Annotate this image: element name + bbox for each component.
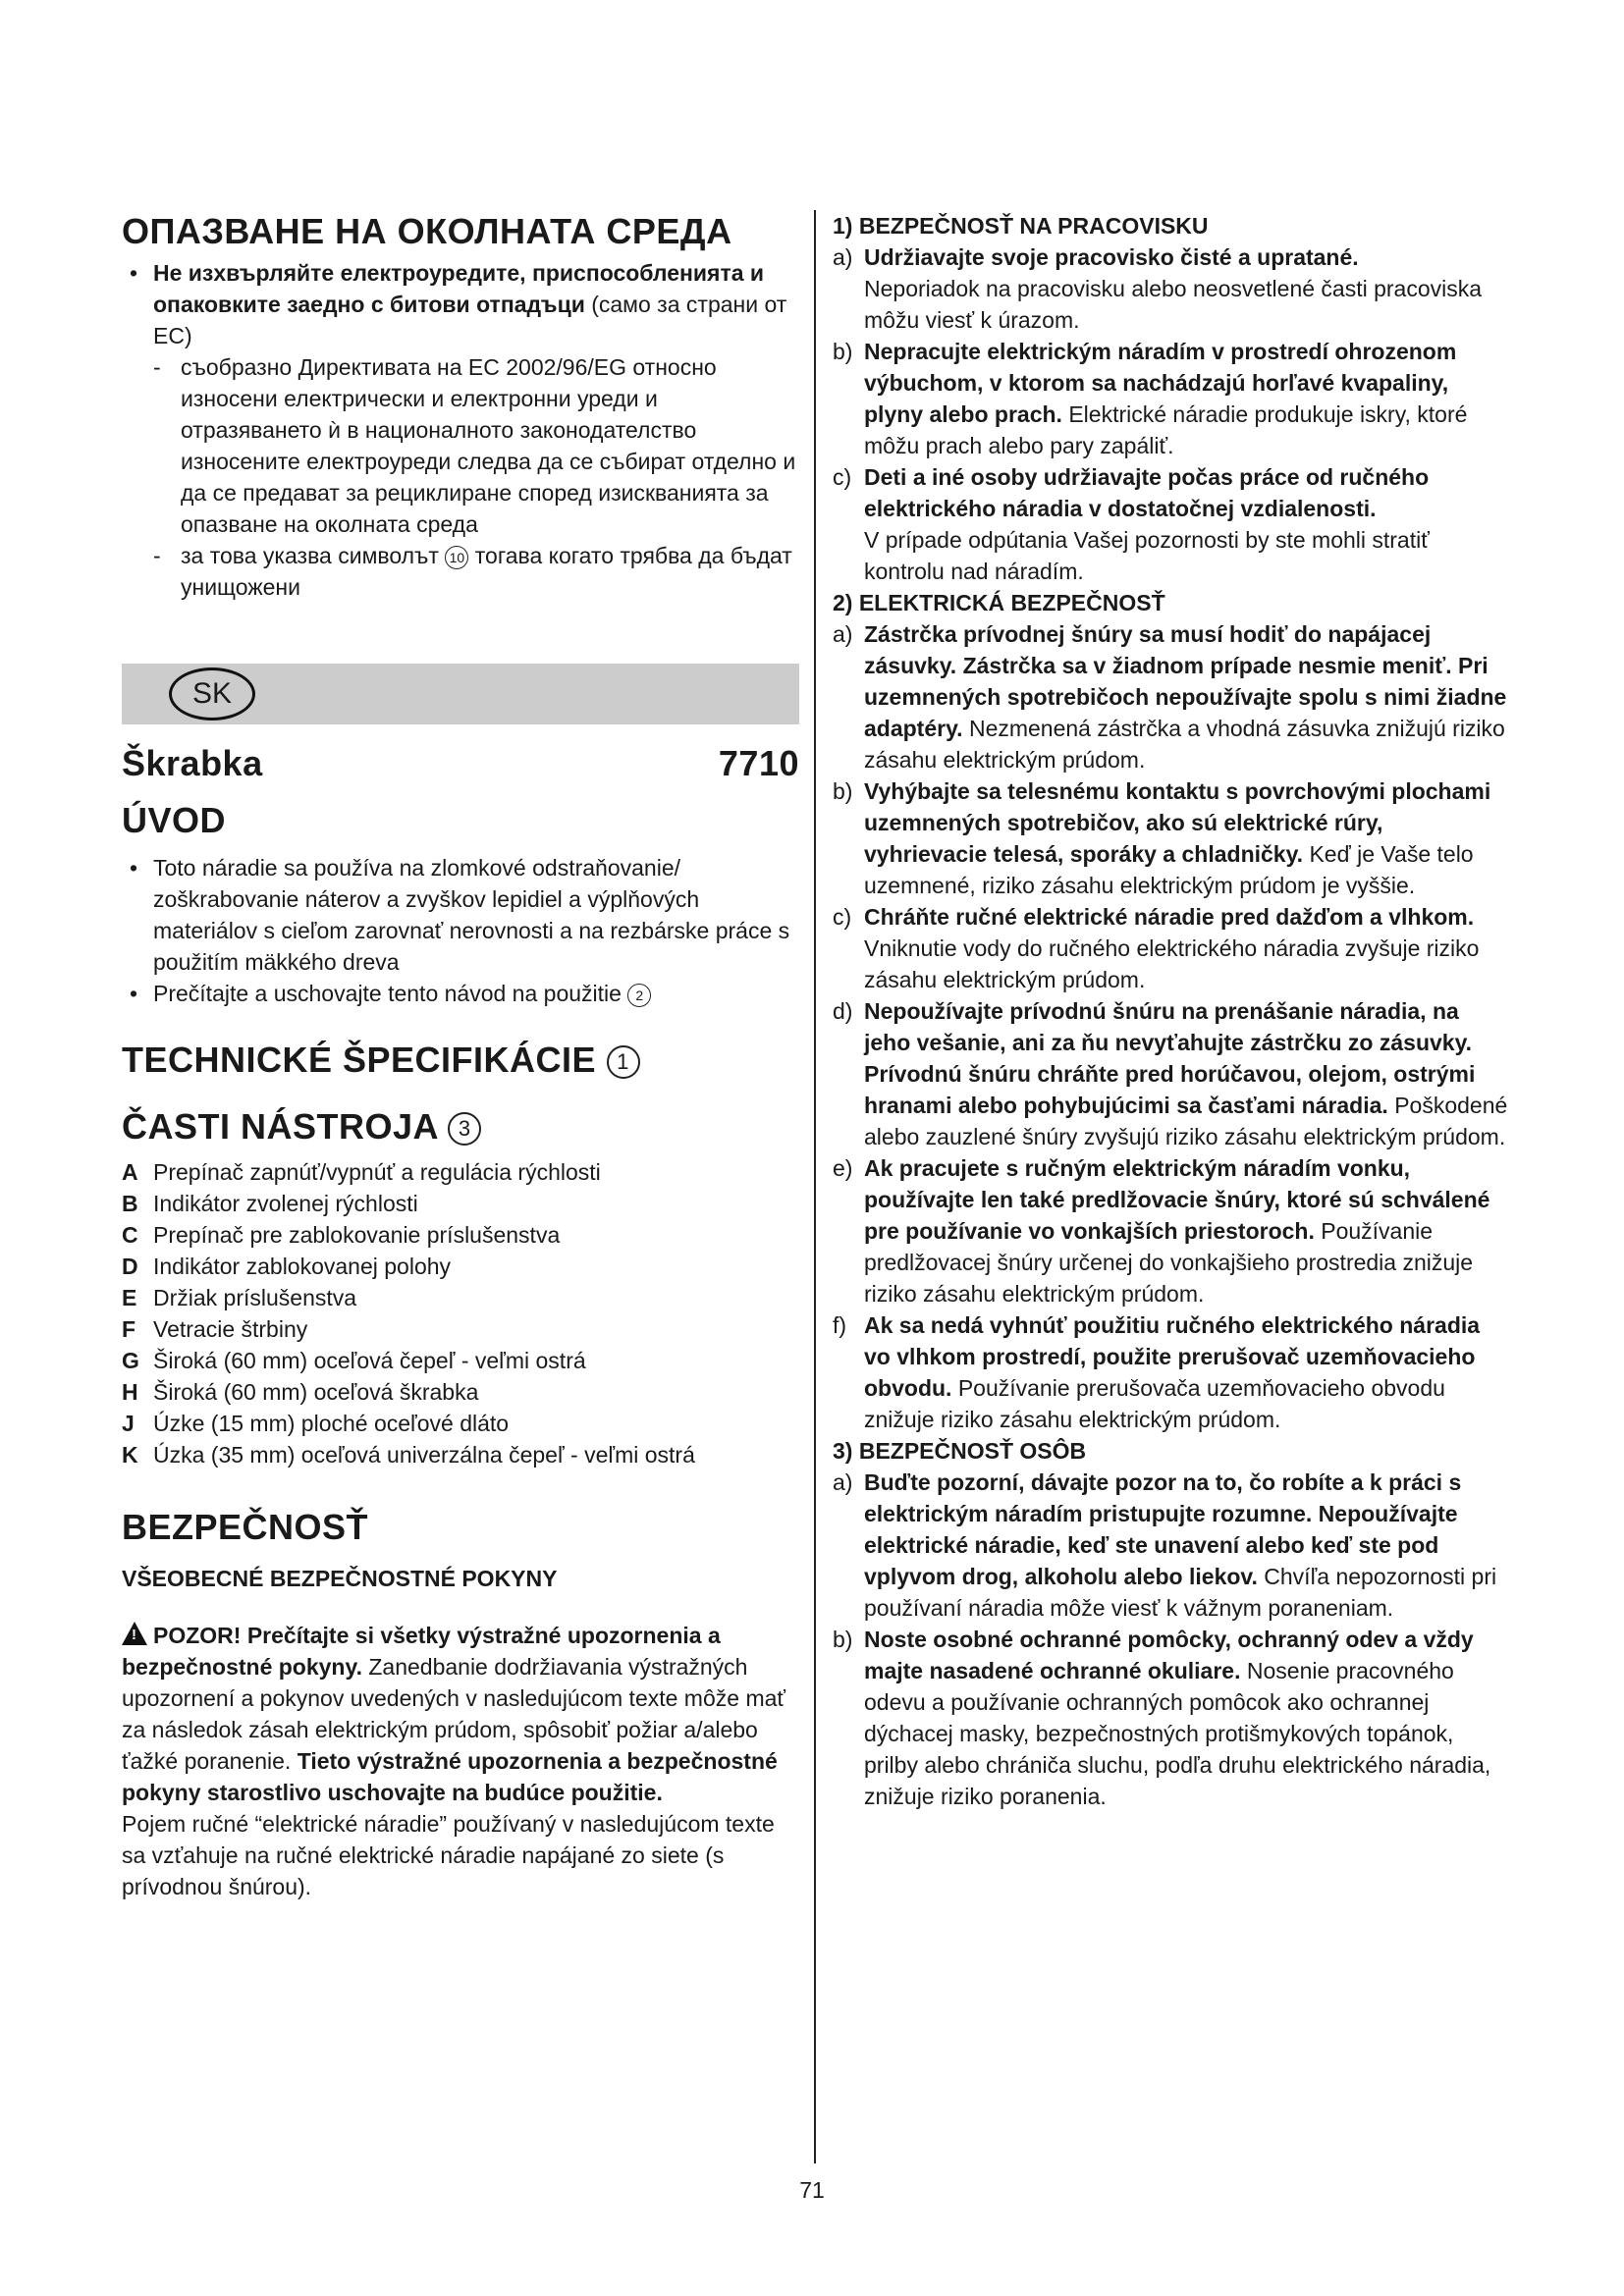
electrical-item-a: a) Zástrčka prívodnej šnúry sa musí hodiť do napájacej zásuvky. Zástrčka sa v žiadnom prípade nesmie meniť. Pri uzemnených spotrebičoch nepoužívajte spolu s nimi žiadne adaptéry. Nezmenená zástrčka a vhodná zásuvka znižujú riziko zásahu elektrickým prúdom. (833, 621, 1507, 773)
product-name: Škrabka (122, 743, 263, 783)
symbol-1-icon: 1 (607, 1045, 640, 1079)
product-model: 7710 (718, 743, 799, 783)
bg-environment-heading: ОПАЗВАНЕ НА ОКОЛНАТА СРЕДА (122, 211, 732, 251)
uvod-bullet-manual: • Prečítajte a uschovajte tento návod na použitie 2 (122, 978, 799, 1009)
electrical-item-c: c) Chráňte ručné elektrické náradie pred dažďom a vlhkom. Vniknutie vody do ručného elektrického náradia zvyšuje riziko zásahu elektrickým prúdom. (833, 904, 1480, 992)
electrical-item-b: b) Vyhýbajte sa telesnému kontaktu s povrchovými plochami uzemnených spotrebičov, ako sú elektrické rúry, vyhrievacie telesá, sporáky a chladničky. Keď je Vaše telo uzemnené, riziko zásahu elektrickým prúdom je vyššie. (833, 778, 1491, 898)
electrical-item-e: e) Ak pracujete s ručným elektrickým náradím vonku, používajte len také predlžovacie šnúry, ktoré sú schválené pre používanie vo vonkajších priestoroch. Používanie predlžovacej šnúry určenej do vonkajšieho prostredia znižuje riziko zásahu elektrickým prúdom. (833, 1155, 1490, 1307)
uvod-bullet-usage: • Toto náradie sa používa na zlomkové odstraňovanie/ zoškrabovanie náterov a zvyškov lepidiel a výplňových materiálov s cieľom zarovnať nerovnosti a na rezbárske práce s použitím mäkkého dreva (122, 852, 799, 978)
parts-item: H Široká (60 mm) oceľová škrabka (122, 1379, 479, 1405)
symbol-10-icon: 10 (445, 546, 468, 569)
product-header (122, 742, 799, 785)
workplace-item-b: b) Nepracujte elektrickým náradím v prostredí ohrozenom výbuchom, v ktorom sa nachádzajú horľavé kvapaliny, plyny alebo prach. Elektrické náradie produkuje iskry, ktoré môžu prach alebo pary zapáliť. (833, 339, 1468, 458)
uvod-heading: ÚVOD (122, 800, 227, 840)
personal-safety-heading: 3) BEZPEČNOSŤ OSÔB (833, 1438, 1087, 1464)
personal-item-a: a) Buďte pozorní, dávajte pozor na to, čo robíte a k práci s elektrickým náradím pristupujte rozumne. Nepoužívajte elektrické náradie, keď ste unavení alebo keď ste pod vplyvom drog, alkoholu alebo liekov. Chvíľa nepozornosti pri používaní náradia môže viesť k vážnym poraneniam. (833, 1469, 1497, 1621)
workplace-safety-heading: 1) BEZPEČNOSŤ NA PRACOVISKU (833, 213, 1209, 239)
parts-item: B Indikátor zvolenej rýchlosti (122, 1191, 418, 1216)
bg-directive-item: - съобразно Директивата на ЕС 2002/96/EG относно износени електрически и електронни уреди и отразяването ѝ в националното законодателство износените електроуреди следва да се събират отделно и да се предават за рециклиране според изискванията за опазване на околната среда (122, 351, 799, 540)
right-column (833, 210, 1510, 1812)
parts-item: C Prepínač pre zablokovanie príslušenstva (122, 1222, 561, 1248)
parts-item: G Široká (60 mm) oceľová čepeľ - veľmi ostrá (122, 1348, 586, 1373)
electrical-item-f: f) Ak sa nedá vyhnúť použitiu ručného elektrického náradia vo vlhkom prostredí, použite prerušovač uzemňovacieho obvodu. Používanie prerušovača uzemňovacieho obvodu znižuje riziko zásahu elektrickým prúdom. (833, 1312, 1481, 1432)
personal-item-b: b) Noste osobné ochranné pomôcky, ochranný odev a vždy majte nasadené ochranné okuliare. Nosenie pracovného odevu a používanie ochranných pomôcok ako ochrannej dýchacej masky, bezpečnostných protišmykových topánok, prilby alebo chrániča sluchu, podľa druhu elektrického náradia, znižuje riziko poranenia. (833, 1627, 1491, 1809)
parts-list (122, 1156, 799, 1470)
parts-item: D Indikátor zablokovanej polohy (122, 1254, 452, 1279)
safety-subheading: VŠEOBECNÉ BEZPEČNOSTNÉ POKYNY (122, 1566, 558, 1591)
electrical-item-d: d) Nepoužívajte prívodnú šnúru na prenášanie náradia, na jeho vešanie, ani za ňu nevyťahujte zástrčku zo zásuvky. Prívodnú šnúru chráňte pred horúčavou, olejom, ostrými hranami alebo pohybujúcimi sa časťami náradia. Poškodené alebo zauzlené šnúry zvyšujú riziko zásahu elektrickým prúdom. (833, 998, 1508, 1149)
parts-item: K Úzka (35 mm) oceľová univerzálna čepeľ - veľmi ostrá (122, 1442, 695, 1468)
bg-disposal-bullet: • Не изхвърляйте електроуредите, приспособленията и опаковките заедно с битови отпадъци (само за страни от ЕС) (122, 257, 799, 351)
warning-triangle-icon: ! (122, 1622, 147, 1645)
page-number: 71 (799, 2177, 825, 2203)
safety-warning-paragraph: ! POZOR! Prečítajte si všetky výstražné upozornenia a bezpečnostné pokyny. Zanedbanie dodržiavania výstražných upozornení a pokynov uvedených v nasledujúcom texte môže mať za následok zásah elektrickým prúdom, spôsobiť požiar a/alebo ťažké poranenie. Tieto výstražné upozornenia a bezpečnostné pokyny starostlivo uschovajte na budúce použitie. (122, 1623, 786, 1805)
symbol-2-icon: 2 (627, 984, 651, 1007)
bg-symbol-item: - за това указва символът 10 тогава когато трябва да бъдат унищожени (122, 540, 799, 603)
workplace-item-a: a) Udržiavajte svoje pracovisko čisté a upratané. Neporiadok na pracovisku alebo neosvetlené časti pracoviska môžu viesť k úrazom. (833, 244, 1483, 333)
electrical-safety-heading: 2) ELEKTRICKÁ BEZPEČNOSŤ (833, 590, 1165, 615)
symbol-3-icon: 3 (448, 1112, 481, 1146)
safety-definition-paragraph: Pojem ručné “elektrické náradie” používaný v nasledujúcom texte sa vzťahuje na ručné elektrické náradie napájané zo siete (s prívodnou šnúrou). (122, 1811, 775, 1899)
parts-heading: ČASTI NÁSTROJA 3 (122, 1105, 799, 1148)
language-badge: SK (169, 667, 255, 721)
left-column (122, 210, 799, 1902)
parts-item: E Držiak príslušenstva (122, 1285, 357, 1310)
safety-heading: BEZPEČNOSŤ (122, 1507, 369, 1547)
column-divider (814, 210, 816, 2163)
workplace-item-c: c) Deti a iné osoby udržiavajte počas práce od ručného elektrického náradia v dostatočnej vzdialenosti. V prípade odpútania Vašej pozornosti by ste mohli stratiť kontrolu nad náradím. (833, 464, 1430, 584)
language-banner (122, 664, 799, 724)
tech-spec-heading: TECHNICKÉ ŠPECIFIKÁCIE 1 (122, 1039, 799, 1082)
parts-item: F Vetracie štrbiny (122, 1316, 308, 1342)
parts-item: A Prepínač zapnúť/vypnúť a regulácia rýchlosti (122, 1159, 601, 1185)
parts-item: J Úzke (15 mm) ploché oceľové dláto (122, 1411, 510, 1436)
